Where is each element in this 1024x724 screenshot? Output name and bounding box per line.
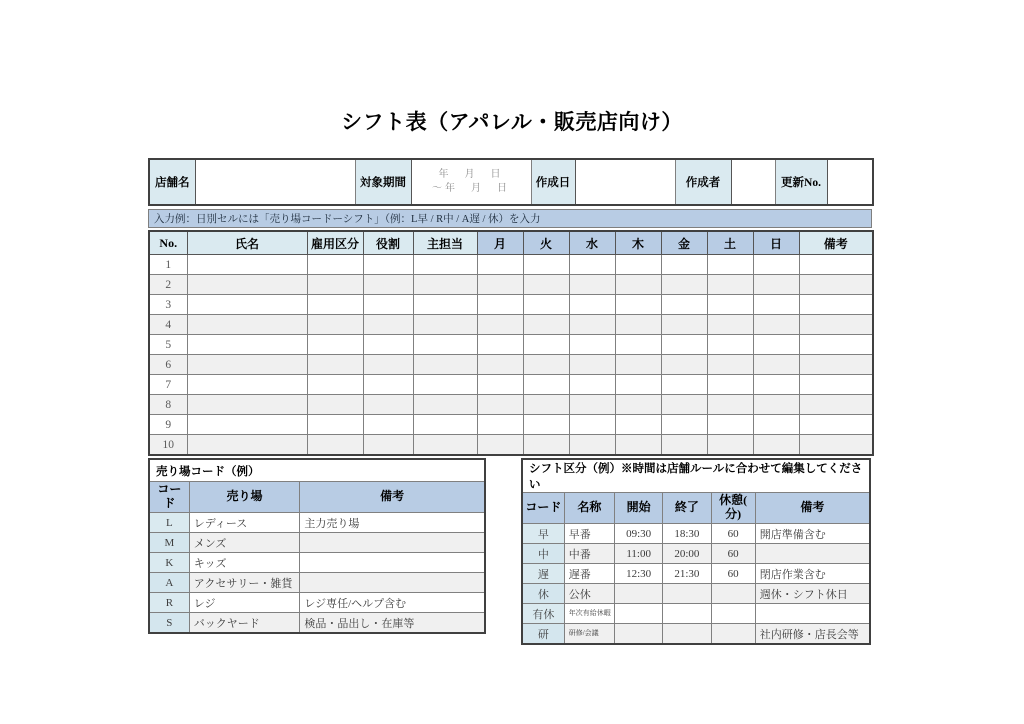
floor-code-header-line-1: コー [157,482,182,497]
shift-table-row [149,375,873,395]
cell-sun[interactable] [753,335,799,355]
cell-fri[interactable] [661,275,707,295]
cell-employment[interactable] [307,315,363,335]
period-field[interactable] [411,159,531,205]
shift-note: 社内研修・店長会等 [755,624,870,645]
shift-end-time: 21:30 [663,564,711,584]
cell-note[interactable] [799,395,873,415]
shift-start-time [615,604,663,624]
cell-role[interactable] [363,435,413,456]
cell-thu[interactable] [615,415,661,435]
cell-name[interactable] [187,315,307,335]
cell-tue[interactable] [523,415,569,435]
shift-break-mins: 60 [711,544,755,564]
cell-sat[interactable] [707,395,753,415]
row-number: 2 [149,275,187,295]
cell-thu[interactable] [615,315,661,335]
cell-fri[interactable] [661,255,707,275]
col-header-no: No. [149,231,187,255]
floor-area: アクセサリー・雑貨 [189,573,300,593]
cell-thu[interactable] [615,295,661,315]
shift-note: 週休・シフト休日 [755,584,870,604]
cell-employment[interactable] [307,295,363,315]
cell-fri[interactable] [661,335,707,355]
cell-wed[interactable] [569,395,615,415]
cell-name[interactable] [187,335,307,355]
store-name-field[interactable] [195,159,355,205]
cell-fri[interactable] [661,395,707,415]
cell-wed[interactable] [569,295,615,315]
floor-col-header-note: 備考 [300,482,485,513]
revision-field[interactable] [827,159,873,205]
shift-code: 早 [522,524,564,544]
cell-sun[interactable] [753,315,799,335]
cell-sun[interactable] [753,355,799,375]
cell-thu[interactable] [615,355,661,375]
col-header-note: 備考 [799,231,873,255]
cell-role[interactable] [363,355,413,375]
cell-fri[interactable] [661,315,707,335]
cell-mon[interactable] [477,395,523,415]
floor-legend-title: 売り場コード（例） [149,459,485,482]
shift-col-header-code: コード [522,493,564,524]
cell-main[interactable] [413,315,477,335]
floor-legend-row [149,573,485,593]
cell-mon[interactable] [477,335,523,355]
cell-main[interactable] [413,415,477,435]
shift-col-header-start: 開始 [615,493,663,524]
shift-note: 開店準備含む [755,524,870,544]
cell-sat[interactable] [707,315,753,335]
floor-code-legend-table [148,458,486,634]
row-number: 6 [149,355,187,375]
cell-name[interactable] [187,255,307,275]
cell-role[interactable] [363,375,413,395]
col-header-name: 氏名 [187,231,307,255]
cell-role[interactable] [363,255,413,275]
cell-sun[interactable] [753,275,799,295]
break-header-line-2: 分) [725,507,742,521]
col-header-wednesday: 水 [569,231,615,255]
cell-mon[interactable] [477,275,523,295]
cell-main[interactable] [413,275,477,295]
cell-note[interactable] [799,435,873,456]
cell-sun[interactable] [753,395,799,415]
floor-area: キッズ [189,553,300,573]
cell-role[interactable] [363,275,413,295]
shift-category-legend-table [521,458,871,645]
store-name-label: 店舗名 [149,159,195,205]
cell-tue[interactable] [523,315,569,335]
cell-main[interactable] [413,395,477,415]
floor-col-header-code [149,482,189,513]
shift-break-mins [711,604,755,624]
cell-wed[interactable] [569,435,615,456]
floor-note [300,533,485,553]
floor-code: A [149,573,189,593]
cell-mon[interactable] [477,435,523,456]
shift-col-header-note: 備考 [755,493,870,524]
shift-col-header-name: 名称 [564,493,614,524]
cell-employment[interactable] [307,395,363,415]
shift-legend-row [522,624,870,645]
floor-area: バックヤード [189,613,300,634]
col-header-monday: 月 [477,231,523,255]
shift-end-time [663,604,711,624]
col-header-main-duty: 主担当 [413,231,477,255]
cell-thu[interactable] [615,395,661,415]
cell-mon[interactable] [477,315,523,335]
cell-wed[interactable] [569,335,615,355]
shift-break-mins [711,624,755,645]
cell-name[interactable] [187,275,307,295]
shift-code: 遅 [522,564,564,584]
cell-name[interactable] [187,435,307,456]
shift-col-header-end: 終了 [663,493,711,524]
cell-tue[interactable] [523,375,569,395]
shift-legend-row [522,544,870,564]
cell-name[interactable] [187,375,307,395]
row-number: 1 [149,255,187,275]
shift-table-row [149,335,873,355]
shift-break-mins [711,584,755,604]
cell-note[interactable] [799,375,873,395]
cell-name[interactable] [187,355,307,375]
shift-code: 研 [522,624,564,645]
revision-label: 更新No. [775,159,827,205]
document-header-table [148,158,874,206]
floor-note: 検品・品出し・在庫等 [300,613,485,634]
shift-table-row [149,255,873,275]
cell-sun[interactable] [753,255,799,275]
period-hint-line-2: ～年 月 日 [432,183,510,194]
floor-code: M [149,533,189,553]
floor-col-header-area: 売り場 [189,482,300,513]
shift-name: 中番 [564,544,614,564]
break-header-line-1: 休憩( [719,493,748,508]
cell-tue[interactable] [523,255,569,275]
row-number: 9 [149,415,187,435]
shift-break-mins: 60 [711,564,755,584]
floor-area: レディース [189,513,300,533]
cell-role[interactable] [363,315,413,335]
cell-wed[interactable] [569,375,615,395]
shift-start-time [615,624,663,645]
cell-wed[interactable] [569,355,615,375]
shift-table-row [149,415,873,435]
input-example-banner: 入力例：日別セルには「売り場コードーシフト」（例：L早 / R中 / A遅 / 休）を入力 [148,209,872,228]
cell-main[interactable] [413,255,477,275]
row-number: 4 [149,315,187,335]
shift-legend-row [522,564,870,584]
shift-table-row [149,435,873,456]
cell-wed[interactable] [569,255,615,275]
cell-name[interactable] [187,395,307,415]
cell-note[interactable] [799,275,873,295]
shift-table-row [149,395,873,415]
cell-note[interactable] [799,295,873,315]
cell-fri[interactable] [661,415,707,435]
floor-legend-row [149,513,485,533]
cell-name[interactable] [187,415,307,435]
cell-employment[interactable] [307,275,363,295]
shift-table-row [149,275,873,295]
shift-legend-row [522,524,870,544]
floor-legend-row [149,593,485,613]
cell-sat[interactable] [707,415,753,435]
shift-code: 中 [522,544,564,564]
shift-end-time [663,624,711,645]
shift-end-time: 18:30 [663,524,711,544]
cell-wed[interactable] [569,275,615,295]
cell-tue[interactable] [523,275,569,295]
cell-role[interactable] [363,415,413,435]
cell-thu[interactable] [615,435,661,456]
cell-note[interactable] [799,415,873,435]
floor-legend-row [149,613,485,634]
shift-start-time: 11:00 [615,544,663,564]
cell-sat[interactable] [707,435,753,456]
floor-legend-row [149,533,485,553]
shift-legend-header-row [522,493,870,524]
floor-code-header-line-2: ド [163,496,176,510]
cell-sun[interactable] [753,295,799,315]
shift-name: 研修/会議 [564,624,614,645]
shift-name: 早番 [564,524,614,544]
col-header-thursday: 木 [615,231,661,255]
cell-name[interactable] [187,295,307,315]
shift-name: 公休 [564,584,614,604]
shift-table-row [149,295,873,315]
cell-fri[interactable] [661,375,707,395]
cell-tue[interactable] [523,295,569,315]
cell-fri[interactable] [661,435,707,456]
floor-legend-row [149,553,485,573]
shift-name: 遅番 [564,564,614,584]
cell-main[interactable] [413,435,477,456]
floor-legend-header-row [149,482,485,513]
shift-legend-row [522,584,870,604]
shift-note [755,604,870,624]
cell-tue[interactable] [523,395,569,415]
shift-end-time [663,584,711,604]
period-label: 対象期間 [355,159,411,205]
cell-employment[interactable] [307,375,363,395]
cell-sat[interactable] [707,295,753,315]
cell-role[interactable] [363,295,413,315]
cell-wed[interactable] [569,415,615,435]
cell-sat[interactable] [707,255,753,275]
floor-area: メンズ [189,533,300,553]
row-number: 3 [149,295,187,315]
cell-sat[interactable] [707,335,753,355]
floor-area: レジ [189,593,300,613]
shift-col-header-break [711,493,755,524]
cell-wed[interactable] [569,315,615,335]
shift-break-mins: 60 [711,524,755,544]
col-header-sunday: 日 [753,231,799,255]
cell-sun[interactable] [753,415,799,435]
shift-roster-table [148,230,874,456]
cell-sat[interactable] [707,355,753,375]
col-header-role: 役割 [363,231,413,255]
cell-mon[interactable] [477,295,523,315]
cell-role[interactable] [363,335,413,355]
cell-tue[interactable] [523,355,569,375]
col-header-friday: 金 [661,231,707,255]
shift-legend-row [522,604,870,624]
floor-note [300,553,485,573]
row-number: 5 [149,335,187,355]
shift-legend-title: シフト区分（例）※時間は店舗ルールに合わせて編集してください [522,459,870,493]
cell-main[interactable] [413,355,477,375]
cell-thu[interactable] [615,255,661,275]
col-header-employment: 雇用区分 [307,231,363,255]
floor-note [300,573,485,593]
shift-start-time: 12:30 [615,564,663,584]
author-field[interactable] [731,159,775,205]
floor-code: R [149,593,189,613]
shift-note [755,544,870,564]
cell-tue[interactable] [523,335,569,355]
cell-note[interactable] [799,315,873,335]
created-date-label: 作成日 [531,159,575,205]
shift-code: 有休 [522,604,564,624]
cell-sun[interactable] [753,435,799,456]
cell-main[interactable] [413,375,477,395]
shift-end-time: 20:00 [663,544,711,564]
cell-main[interactable] [413,295,477,315]
shift-table-row [149,315,873,335]
shift-code: 休 [522,584,564,604]
cell-employment[interactable] [307,435,363,456]
cell-note[interactable] [799,255,873,275]
floor-code: L [149,513,189,533]
cell-sat[interactable] [707,275,753,295]
cell-note[interactable] [799,335,873,355]
floor-code: S [149,613,189,634]
cell-note[interactable] [799,355,873,375]
cell-employment[interactable] [307,415,363,435]
cell-fri[interactable] [661,355,707,375]
cell-thu[interactable] [615,275,661,295]
shift-table-row [149,355,873,375]
shift-note: 閉店作業含む [755,564,870,584]
cell-mon[interactable] [477,375,523,395]
period-hint-line-1: 年 月 日 [438,168,504,180]
cell-employment[interactable] [307,355,363,375]
col-header-saturday: 土 [707,231,753,255]
floor-note: 主力売り場 [300,513,485,533]
author-label: 作成者 [675,159,731,205]
row-number: 8 [149,395,187,415]
floor-note: レジ専任/ヘルプ含む [300,593,485,613]
floor-code: K [149,553,189,573]
cell-main[interactable] [413,335,477,355]
cell-role[interactable] [363,395,413,415]
cell-fri[interactable] [661,295,707,315]
cell-thu[interactable] [615,335,661,355]
created-date-field[interactable] [575,159,675,205]
col-header-tuesday: 火 [523,231,569,255]
cell-thu[interactable] [615,375,661,395]
page-title: シフト表（アパレル・販売店向け） [341,110,683,134]
cell-tue[interactable] [523,435,569,456]
row-number: 7 [149,375,187,395]
cell-employment[interactable] [307,255,363,275]
cell-mon[interactable] [477,415,523,435]
cell-sat[interactable] [707,375,753,395]
row-number: 10 [149,435,187,456]
cell-employment[interactable] [307,335,363,355]
cell-mon[interactable] [477,355,523,375]
cell-mon[interactable] [477,255,523,275]
cell-sun[interactable] [753,375,799,395]
shift-start-time [615,584,663,604]
shift-name: 年次有給休暇 [564,604,614,624]
shift-table-header-row [149,231,873,255]
shift-start-time: 09:30 [615,524,663,544]
